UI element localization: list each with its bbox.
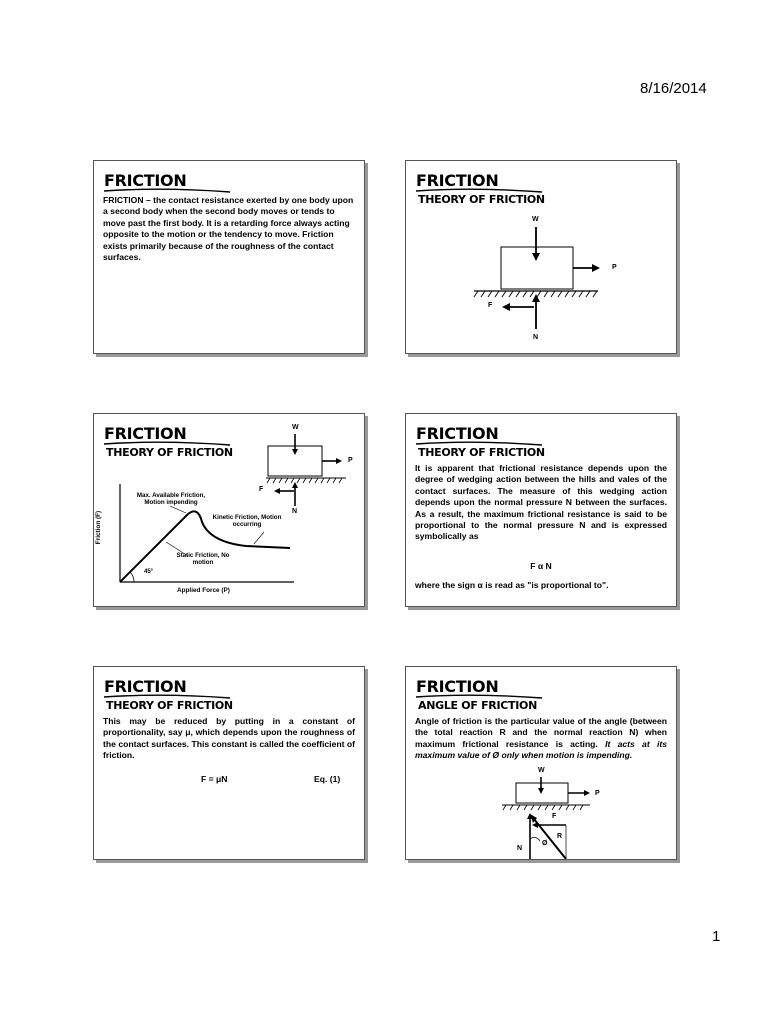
proportional-note: where the sign α is read as "is proportional to". xyxy=(415,580,609,590)
r-label: R xyxy=(557,833,563,840)
n-label: N xyxy=(533,334,539,341)
slide-title: FRICTION xyxy=(104,424,187,443)
slide-subtitle: THEORY OF FRICTION xyxy=(418,446,545,459)
slide-subtitle: ANGLE OF FRICTION xyxy=(418,699,537,712)
slide-title: FRICTION xyxy=(416,424,499,443)
n-label: N xyxy=(517,845,523,852)
block-force-diagram xyxy=(406,161,676,353)
slide-5 xyxy=(93,666,365,860)
slide-subtitle: THEORY OF FRICTION xyxy=(418,193,545,206)
slide-title: FRICTION xyxy=(104,677,187,696)
equation-number: Eq. (1) xyxy=(314,774,341,784)
x-axis-label: Applied Force (P) xyxy=(177,587,230,594)
angle-of-friction-diagram xyxy=(406,667,676,859)
friction-definition: FRICTION – the contact resistance exerted by one body upon a second body when the second body moves or tends to move past the first body. It is a retarding force always acting opposite to the motion or the tendency to move. Friction exists primarily because of the roughness of the contact surfaces. xyxy=(103,195,354,263)
slide-subtitle: THEORY OF FRICTION xyxy=(106,446,233,459)
wedging-text: It is apparent that frictional resistance depends upon the degree of wedging action between the hills and vales of the contact surfaces. The measure of this wedging action depends upon the normal pressure N between the surfaces. As a result, the maximum frictional resistance is said to be proportional to the normal pressure N and is expressed symbolically as xyxy=(415,463,667,542)
title-swoosh-decoration xyxy=(102,185,232,195)
coefficient-text: This may be reduced by putting in a constant of proportionality, say μ, which depends upon the roughness of the contact surfaces. This constant is called the coefficient of friction. xyxy=(103,716,355,761)
slide-title: FRICTION xyxy=(416,677,499,696)
angle-45-label: 45° xyxy=(144,569,154,575)
friction-formula: F = μN xyxy=(201,774,228,784)
slide-subtitle: THEORY OF FRICTION xyxy=(106,699,233,712)
angle-definition-italic: It acts at its maximum value of Ø only when motion is impending. xyxy=(415,738,667,761)
kinetic-friction-annotation: Kinetic Friction, Motion occurring xyxy=(212,514,282,529)
y-axis-label: Friction (F) xyxy=(95,510,103,545)
friction-graph xyxy=(94,414,364,606)
f-label: F xyxy=(259,486,264,493)
slide-3 xyxy=(93,413,365,607)
slide-6 xyxy=(405,666,677,860)
page-number: 1 xyxy=(712,928,721,945)
slide-title: FRICTION xyxy=(104,171,187,190)
w-label: W xyxy=(538,767,545,774)
slide-4 xyxy=(405,413,677,607)
page-date: 8/16/2014 xyxy=(640,80,707,97)
w-label: W xyxy=(532,216,539,223)
p-label: P xyxy=(612,264,617,271)
slide-1 xyxy=(93,160,365,354)
slide-2 xyxy=(405,160,677,354)
w-label: W xyxy=(292,424,299,431)
f-label: F xyxy=(552,813,557,820)
max-friction-annotation: Max. Available Friction, Motion impending xyxy=(136,492,206,507)
proportional-formula: F α N xyxy=(530,561,552,571)
p-label: P xyxy=(348,457,353,464)
f-label: F xyxy=(488,302,493,309)
angle-definition-plain: Angle of friction is the particular value of the angle (between the total reaction R and the normal reaction N) when maximum frictional resistance is acting. xyxy=(415,716,667,749)
phi-label: Ø xyxy=(542,840,548,847)
p-label: P xyxy=(595,790,600,797)
static-friction-annotation: Static Friction, No motion xyxy=(176,552,230,567)
n-label: N xyxy=(292,508,298,515)
slide-title: FRICTION xyxy=(416,171,499,190)
